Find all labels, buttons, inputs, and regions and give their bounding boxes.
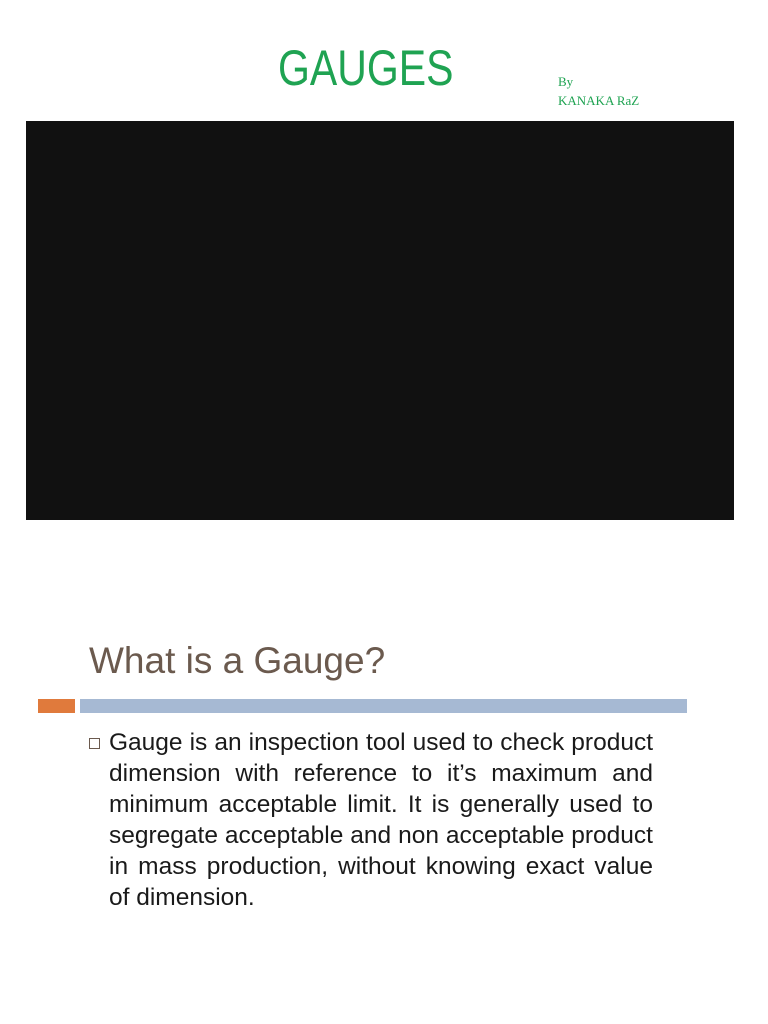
heading-rule-bar — [80, 699, 687, 713]
author-byline — [558, 72, 639, 110]
byline-prefix: By — [558, 74, 574, 89]
square-bullet-icon — [89, 738, 100, 749]
section-heading: What is a Gauge? — [89, 640, 386, 681]
document-title: GAUGES — [278, 40, 454, 96]
blank-black-slide — [26, 121, 734, 520]
bullet-text: Gauge is an inspection tool used to check product dimension with reference to it’s maximum and minimum acceptable limit. It is generally used to segregate acceptable and non acceptable product in mass production, without knowing exact value of dimension. — [109, 729, 653, 911]
author-name: KANAKA RaZ — [558, 93, 640, 108]
heading-rule-accent — [38, 699, 75, 713]
